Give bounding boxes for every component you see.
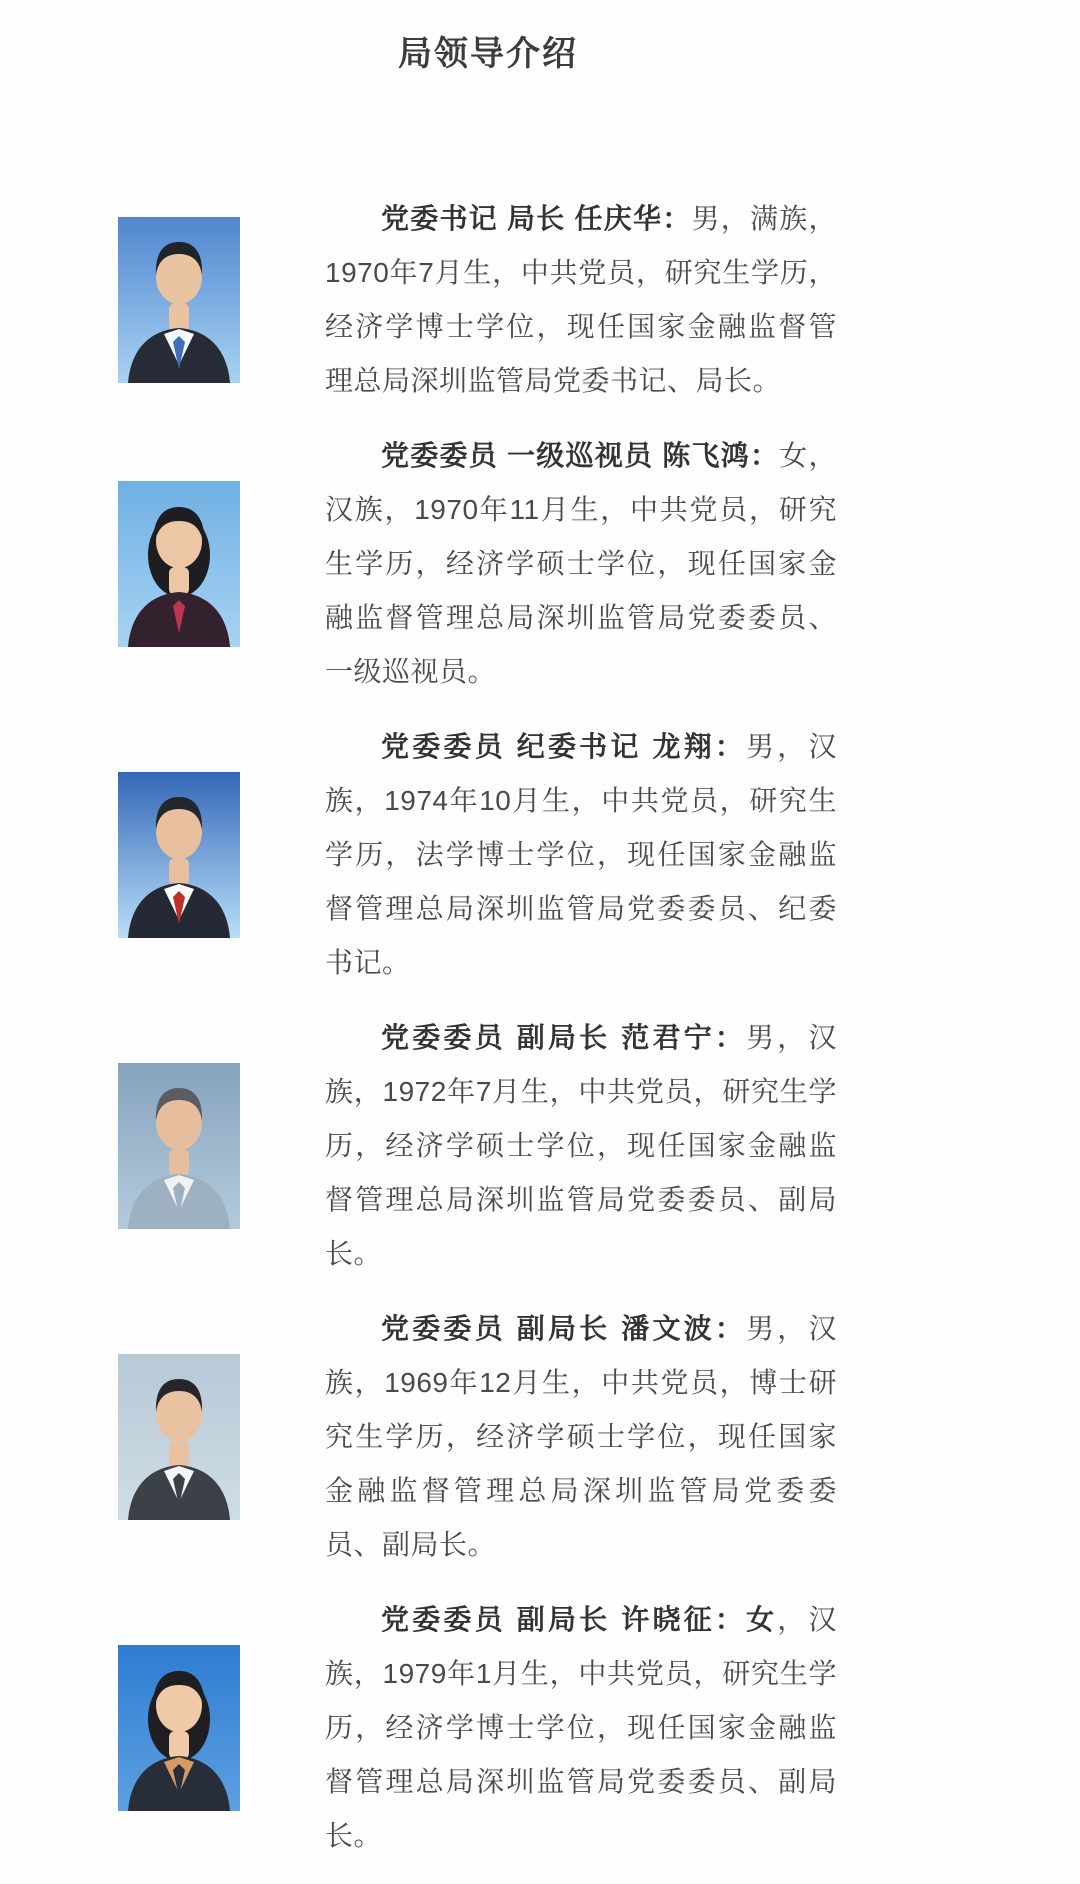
leader-bio-text: ，汉族，1979年1月生，中共党员，研究生学历，经济学博士学位，现任国家金融监督管理总局深圳监管局党委委员、副局长。	[325, 1604, 837, 1851]
portrait-image	[118, 217, 240, 383]
leader-bio	[325, 1011, 837, 1281]
portrait-image	[118, 1645, 240, 1811]
leader-bio	[325, 1593, 837, 1863]
leader-bio-text: 男，满族，1970年7月生，中共党员，研究生学历，经济学博士学位，现任国家金融监督管理总局深圳监管局党委书记、局长。	[325, 203, 837, 396]
portrait-image	[118, 1063, 240, 1229]
leader-photo	[118, 772, 240, 938]
leader-row	[118, 720, 858, 990]
leader-bio	[325, 1302, 837, 1572]
leader-title-name: 党委委员 副局长 潘文波：	[381, 1313, 747, 1344]
leader-photo	[118, 1354, 240, 1520]
leader-bio	[325, 720, 837, 990]
leadership-page	[118, 0, 858, 1863]
portrait-image	[118, 1354, 240, 1520]
leader-row	[118, 429, 858, 699]
leader-photo	[118, 1063, 240, 1229]
leader-photo	[118, 1645, 240, 1811]
portrait-image	[118, 772, 240, 938]
leader-title-name: 党委委员 副局长 许晓征：女	[381, 1604, 778, 1635]
leader-photo	[118, 481, 240, 647]
page-title: 局领导介绍	[398, 35, 578, 73]
leader-bio-text: 男，汉族，1972年7月生，中共党员，研究生学历，经济学硕士学位，现任国家金融监督管理总局深圳监管局党委委员、副局长。	[325, 1022, 837, 1269]
leader-bio-text: 男，汉族，1974年10月生，中共党员，研究生学历，法学博士学位，现任国家金融监督管理总局深圳监管局党委委员、纪委书记。	[325, 731, 837, 978]
leader-bio-text: 女，汉族，1970年11月生，中共党员，研究生学历，经济学硕士学位，现任国家金融监督管理总局深圳监管局党委委员、一级巡视员。	[325, 440, 837, 687]
leader-photo	[118, 217, 240, 383]
leader-list	[118, 192, 858, 1863]
leader-bio	[325, 192, 837, 408]
leader-title-name: 党委委员 副局长 范君宁：	[381, 1022, 747, 1053]
leader-title-name: 党委委员 纪委书记 龙翔：	[381, 731, 747, 762]
leader-row	[118, 1302, 858, 1572]
leader-row	[118, 192, 858, 408]
portrait-image	[118, 481, 240, 647]
leader-title-name: 党委委员 一级巡视员 陈飞鸿：	[381, 440, 780, 471]
leader-bio	[325, 429, 837, 699]
leader-row	[118, 1593, 858, 1863]
leader-row	[118, 1011, 858, 1281]
leader-bio-text: 男，汉族，1969年12月生，中共党员，博士研究生学历，经济学硕士学位，现任国家金融监督管理总局深圳监管局党委委员、副局长。	[325, 1313, 837, 1560]
leader-title-name: 党委书记 局长 任庆华：	[381, 203, 692, 234]
